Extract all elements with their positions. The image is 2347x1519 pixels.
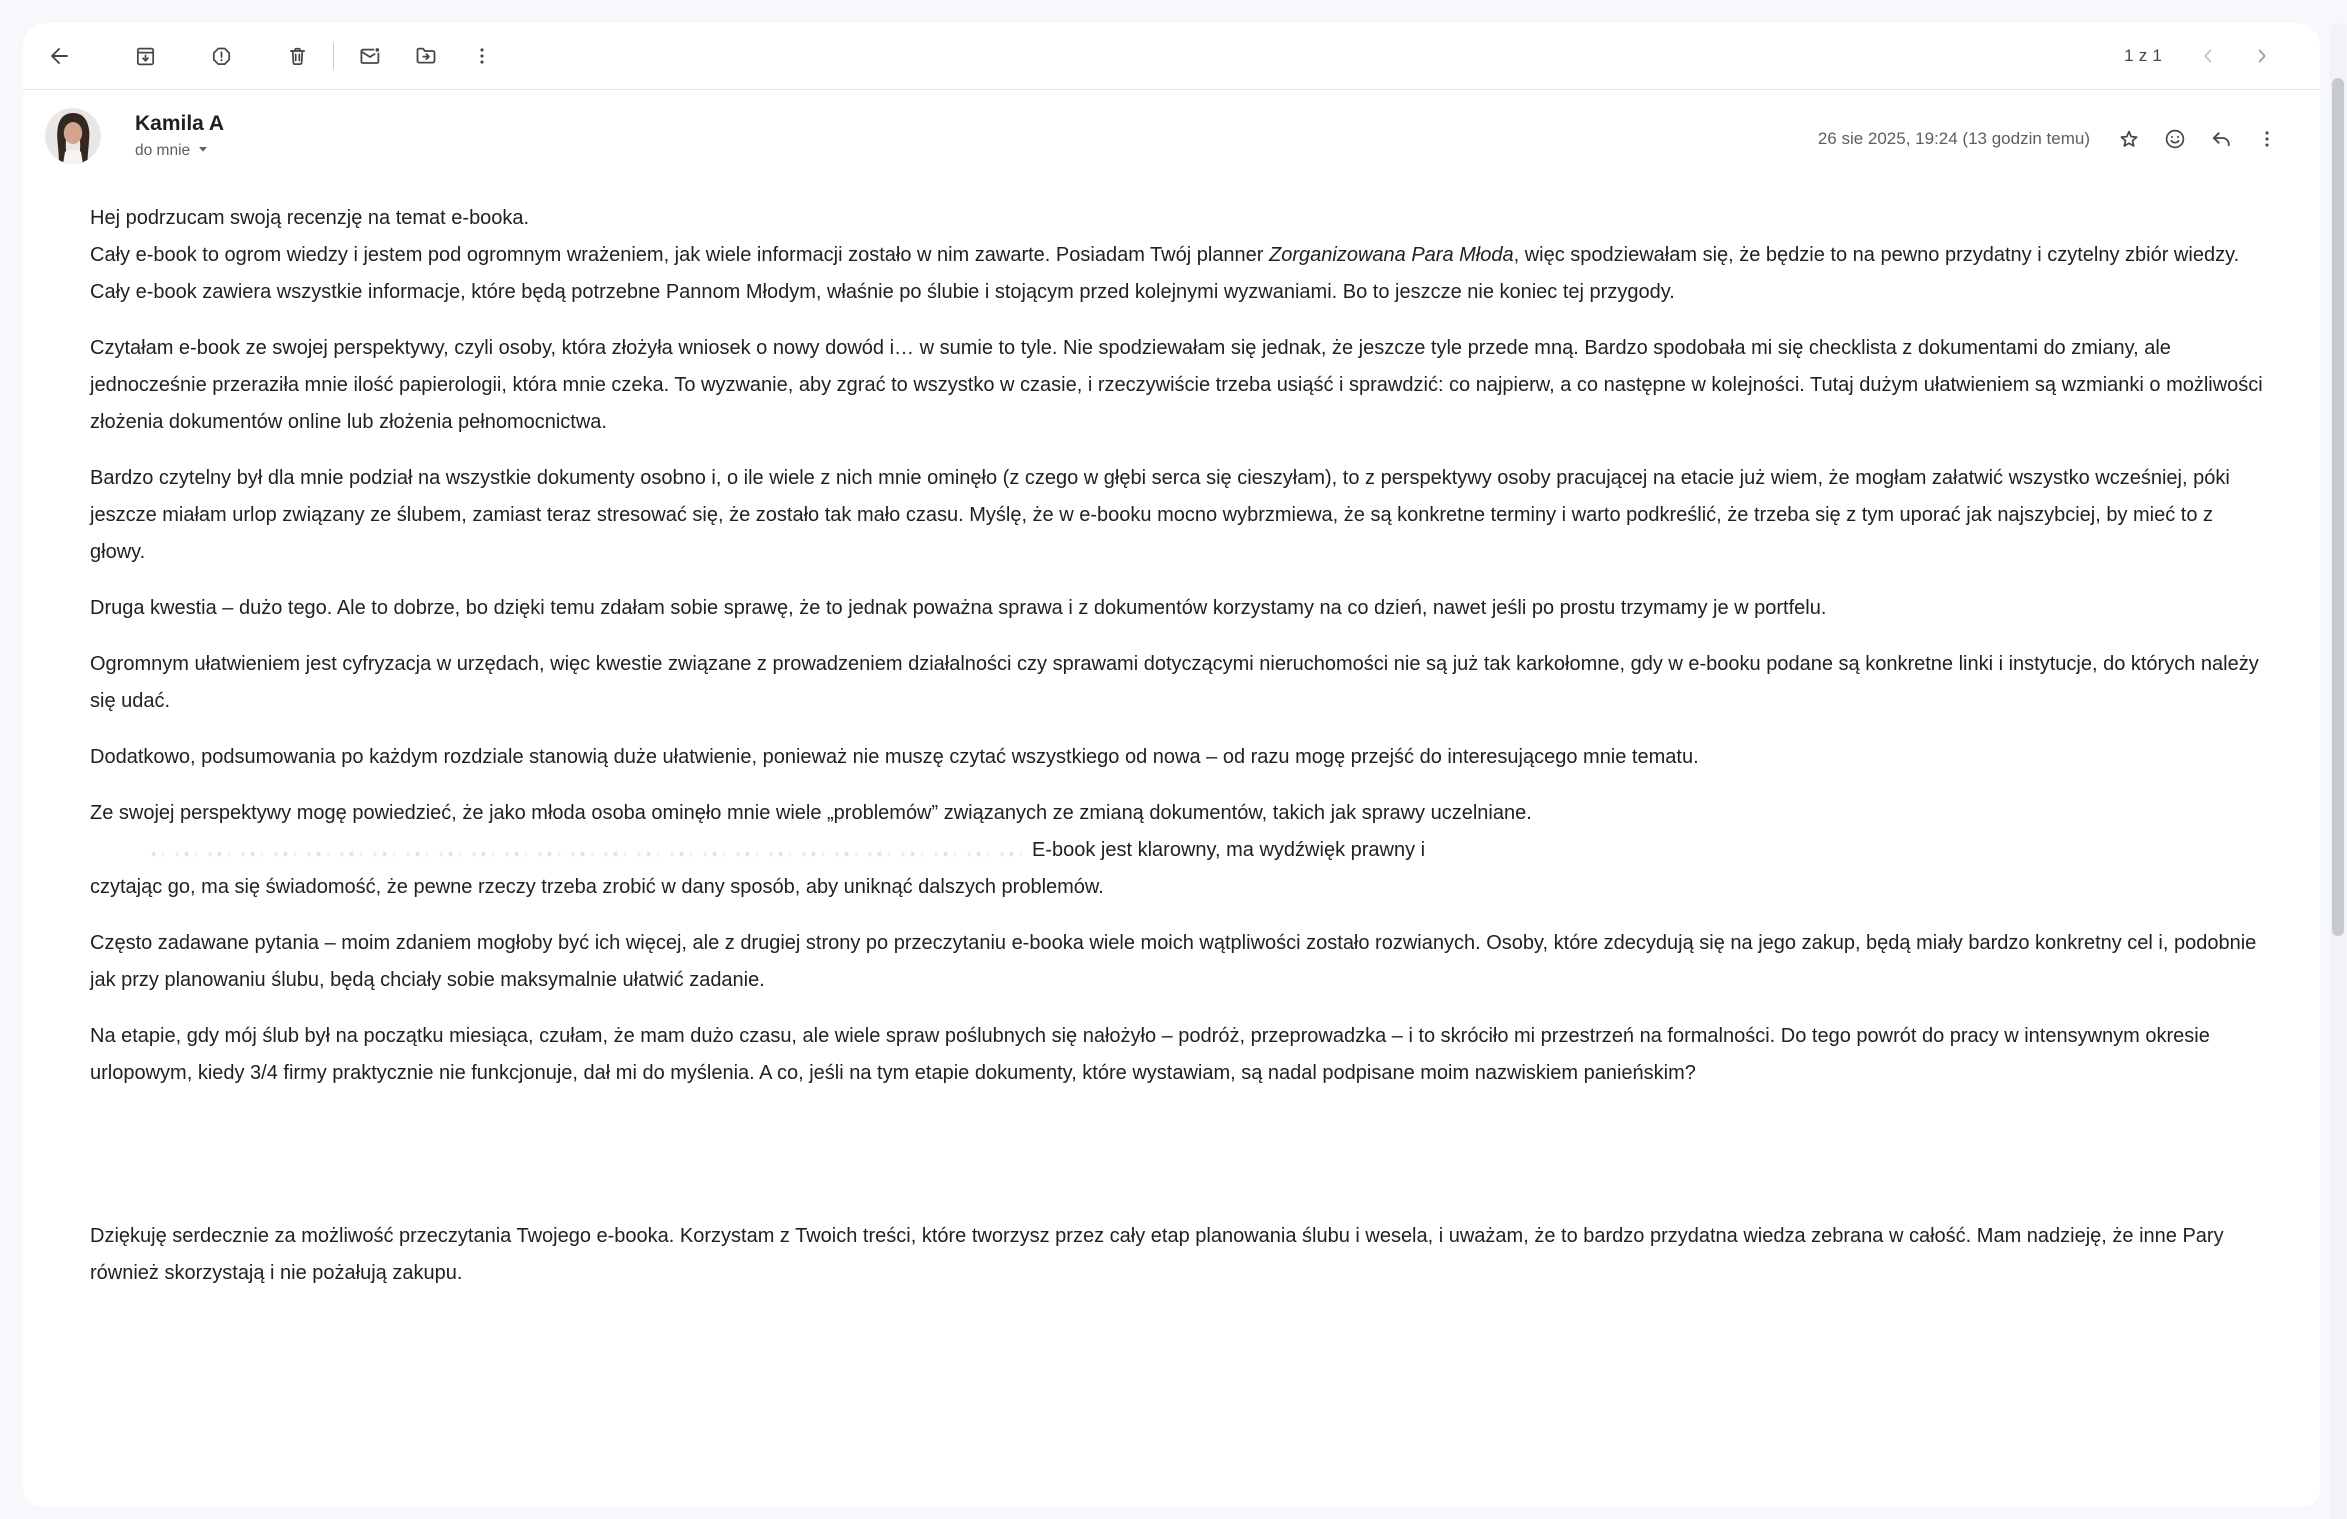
paragraph-stage: Na etapie, gdy mój ślub był na początku miesiąca, czułam, że mam dużo czasu, ale wiele spraw poślubnych się nałożyło – podróż, przeprowadzka – i to skróciło mi przestrzeń na formalności. Do tego powrót do pracy w intensywnym okresie urlopowym, kiedy 3/4 firmy praktycznie nie funkcjonuje, dał mi do myślenia. A co, jeśli na tym etapie dokumenty, które wystawiam, są nadal podpisane moim nazwiskiem panieńskim? [90,1025,2210,1084]
paragraph-documents: Bardzo czytelny był dla mnie podział na wszystkie dokumenty osobno i, o ile wiele z nich mnie ominęło (z czego w głębi serca się cieszyłam), to z perspektywy osoby pracującej na etacie już wiem, że mogłam załatwić wszystko wcześniej, póki jeszcze miałam urlop związany ze ślubem, zamiast teraz stresować się, że zostało tak mało czasu. Myślę, że w e-booku mocno wybrzmiewa, że są konkretne terminy i warto podkreślić, że trzeba się z tym uporać jak najszybciej, by mieć to z głowy. [90,467,2230,563]
chevron-left-icon [2197,45,2219,67]
star-button[interactable] [2106,116,2152,162]
delete-button[interactable] [275,34,319,78]
perspective-right-text: E-book jest klarowny, ma wydźwięk prawny i [1032,839,1426,861]
move-to-folder-button[interactable] [404,34,448,78]
sender-name: Kamila A [135,112,225,135]
planner-title: Zorganizowana Para Młoda [1269,244,1514,266]
report-spam-icon [210,45,233,68]
header-actions [1818,108,2290,162]
reply-button[interactable] [2198,116,2244,162]
paragraph-text: , więc spodziewałam się, że będzie to na pewno przydatny i czytelny zbiór wiedzy. Cały e-book zawiera wszystkie informacje, które będą potrzebne Pannom Młodym, właśnie po ślubie i stojącym przed kolejnymi wyzwaniami. Bo to jeszcze nie koniec tej przygody. [90,244,2240,303]
pagination [2124,34,2284,78]
paragraph-perspective [90,795,2268,906]
scrollbar-thumb[interactable] [2332,78,2344,936]
perspective-line: Ze swojej perspektywy mogę powiedzieć, że jako młoda osoba ominęło mnie wiele „problemów” związanych ze zmianą dokumentów, takich jak sprawy uczelniane. [90,802,1532,824]
sender-avatar[interactable] [45,108,101,164]
email-body [23,170,2313,1292]
redacted-text-smudge [152,852,1022,856]
paragraph-faq: Często zadawane pytania – moim zdaniem mogłoby być ich więcej, ale z drugiej strony po przeczytaniu e-booka wiele moich wątpliwości zostało rozwianych. Osoby, które zdecydują się na jego zakup, będą miały bardzo konkretny cel i, podobnie jak przy planowaniu ślubu, będą chciały sobie maksymalnie ułatwić zadanie. [90,932,2257,991]
older-button[interactable] [2240,34,2284,78]
email-card [23,23,2320,1507]
more-options-icon [471,45,493,67]
archive-button[interactable] [123,34,167,78]
recipient-dropdown[interactable] [135,142,224,160]
scrollbar-track[interactable] [2330,23,2346,1519]
chevron-down-icon [197,142,209,160]
sender-block [135,108,224,160]
perspective-continuation: czytając go, ma się świadomość, że pewne rzeczy trzeba zrobić w dany sposób, aby uniknąć dalszych problemów. [90,876,1104,898]
report-spam-button[interactable] [199,34,243,78]
back-icon [47,44,71,68]
recipient-label: do mnie [135,142,191,159]
paragraph-text: Cały e-book to ogrom wiedzy i jestem pod ogromnym wrażeniem, jak wiele informacji zostało w nim zawarte. Posiadam Twój planner [90,244,1270,266]
back-button[interactable] [37,34,81,78]
mark-unread-button[interactable] [348,34,392,78]
email-header [23,90,2320,170]
page-count: 1 z 1 [2124,46,2162,65]
toolbar-divider [333,43,334,69]
redacted-line [90,832,2268,869]
reply-icon [2209,127,2233,151]
email-toolbar [23,23,2320,89]
paragraph-checklist: Czytałam e-book ze swojej perspektywy, czyli osoby, która złożyła wniosek o nowy dowód i… w sumie to tyle. Nie spodziewałam się jednak, że jeszcze tyle przede mną. Bardzo spodobała mi się checklista z dokumentami do zmiany, ale jednocześnie przeraziła mnie ilość papierologii, która mnie czeka. To wyzwanie, aby zgrać to wszystko w czasie, i rzeczywiście trzeba usiąść i sprawdzić: co najpierw, a co następne w kolejności. Tutaj dużym ułatwieniem są wzmianki o możliwości złożenia dokumentów online lub złożenia pełnomocnictwa. [90,337,2263,433]
email-date: 26 sie 2025, 19:24 (13 godzin temu) [1817,129,2090,148]
paragraph-digitization: Ogromnym ułatwieniem jest cyfryzacja w urzędach, więc kwestie związane z prowadzeniem działalności czy sprawami dotyczącymi nieruchomości nie są już tak karkołomne, gdy w e-booku podane są konkretne linki i instytucje, do których należy się udać. [90,653,2259,712]
emoji-reaction-button[interactable] [2152,116,2198,162]
delete-icon [286,45,309,68]
paragraph-thanks: Dziękuję serdecznie za możliwość przeczytania Twojego e-booka. Korzystam z Twoich treści, które tworzysz przez cały etap planowania ślubu i wesela, i uważam, że to bardzo przydatna wiedza zebrana w całość. Mam nadzieję, że inne Pary również skorzystają i nie pożałują zakupu. [90,1225,2224,1284]
newer-button[interactable] [2186,34,2230,78]
greeting-line: Hej podrzucam swoją recenzję na temat e-booka. [90,207,530,229]
blank-gap [90,1111,2268,1218]
more-options-button[interactable] [460,34,504,78]
message-more-button[interactable] [2244,116,2290,162]
paragraph-quantity: Druga kwestia – dużo tego. Ale to dobrze, bo dzięki temu zdałam sobie sprawę, że to jednak poważna sprawa i z dokumentów korzystamy na co dzień, nawet jeśli po prostu trzymamy je w portfelu. [90,597,1827,619]
move-to-folder-icon [414,44,438,68]
paragraph-planner [90,237,2268,311]
archive-icon [134,45,157,68]
emoji-reaction-icon [2163,127,2187,151]
chevron-right-icon [2251,45,2273,67]
more-options-icon [2256,128,2278,150]
mark-unread-icon [358,44,382,68]
star-icon [2117,127,2141,151]
paragraph-summaries: Dodatkowo, podsumowania po każdym rozdziale stanowią duże ułatwienie, ponieważ nie muszę czytać wszystkiego od nowa – od razu mogę przejść do interesującego mnie tematu. [90,746,1699,768]
